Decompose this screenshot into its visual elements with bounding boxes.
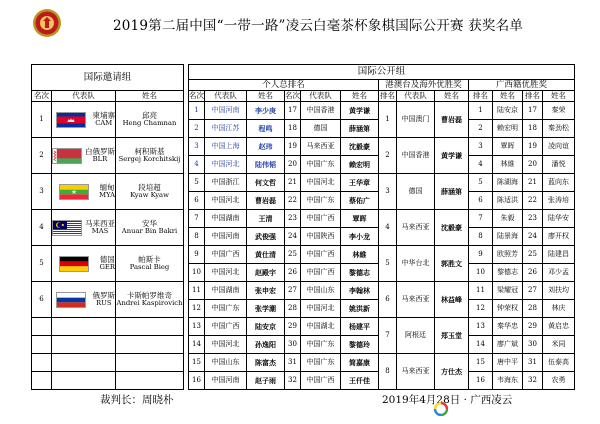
team-cell: 中国河北 [205, 264, 247, 282]
gx-name: 伍泰高 [543, 354, 575, 372]
gx-name: 米同 [543, 336, 575, 354]
individual-header: 个人总排名 [189, 80, 379, 91]
name-cell: 赵玮 [247, 138, 285, 156]
column-header: 代表队 [52, 91, 116, 102]
player-name-en: Kyaw Kyaw [130, 190, 169, 199]
column-header: 名次 [285, 91, 300, 101]
gx-name: 陆景海 [493, 228, 523, 246]
name-cell: 赵殿宇 [247, 264, 285, 282]
name-cell: 陆伟韬 [247, 156, 285, 174]
gx-name: 张涛培 [543, 192, 575, 210]
gx-rank: 23 [523, 210, 543, 228]
column-header: 排名 [469, 91, 493, 102]
name-cell: 张学潮 [247, 300, 285, 318]
gx-name: 秦劲松 [543, 120, 575, 138]
rank-cell: 5 [189, 174, 205, 192]
hk-name: 薛涵第 [435, 174, 469, 210]
hk-name: 黄学谦 [435, 138, 469, 174]
column-header: 排名 [380, 91, 395, 101]
team-cell: 中国广东 [205, 300, 247, 318]
gx-name: 廖开权 [543, 228, 575, 246]
team-cell: 中国山东 [205, 354, 247, 372]
hk-rank: 1 [379, 102, 397, 138]
empty-cell [52, 336, 116, 354]
country-name-cn: 柬埔寨 [92, 111, 115, 120]
hk-rank: 3 [379, 174, 397, 210]
results-table [31, 64, 575, 390]
myanmar-flag-icon [59, 184, 89, 200]
gx-name: 陈湖海 [493, 174, 523, 192]
gx-name: 陆华安 [543, 210, 575, 228]
column-header: 代表队 [301, 91, 341, 102]
hk-name: 郭胜文 [435, 246, 469, 282]
empty-cell [52, 318, 116, 336]
name-cell: 张申宏 [247, 282, 285, 300]
gx-name: 农勇 [543, 372, 575, 390]
name-cell: 蔡佑广 [341, 192, 379, 210]
team-cell: 中国湖南 [205, 210, 247, 228]
name-cell: 黎德玲 [341, 336, 379, 354]
player-name-cn: 帕斯卡 [138, 255, 161, 264]
table-row [32, 102, 575, 120]
page-title: 2019第二届中国“一带一路”凌云白毫茶杯象棋国际公开赛 获奖名单 [112, 18, 524, 34]
empty-cell [32, 354, 52, 372]
gx-name: 秦荣 [543, 102, 575, 120]
table-row [32, 354, 575, 372]
team-cell: 中国上海 [205, 138, 247, 156]
gx-rank: 3 [469, 138, 493, 156]
name-cell: 简嘉康 [341, 354, 379, 372]
rank-cell: 1 [189, 102, 205, 120]
player-name-cn: 段培超 [138, 183, 161, 192]
rank-cell: 25 [285, 246, 301, 264]
gx-rank: 8 [469, 228, 493, 246]
rank-cell: 18 [285, 120, 301, 138]
colorful-ring-icon [434, 402, 448, 416]
table-row [32, 372, 575, 390]
referee-signature: 裁判长：周晓朴 [100, 394, 174, 406]
team-cell: 中国江苏 [205, 120, 247, 138]
rank-cell: 16 [189, 372, 205, 390]
hk-team: 马来西亚 [397, 210, 435, 246]
team-cell: 中国广东 [301, 354, 341, 372]
gx-name: 秦华忠 [493, 318, 523, 336]
gx-name: 陆安京 [493, 102, 523, 120]
russia-flag-icon [56, 292, 86, 308]
name-cell: 王仟佳 [341, 372, 379, 390]
gx-rank: 21 [523, 174, 543, 192]
team-cell: 中国河南 [205, 372, 247, 390]
column-header: 名次 [32, 91, 52, 102]
rank-cell: 7 [189, 210, 205, 228]
rank-cell: 20 [285, 156, 301, 174]
invitational-team [52, 282, 116, 318]
gx-rank: 12 [469, 300, 493, 318]
team-cell: 中国广东 [301, 156, 341, 174]
country-name-cn: 白俄罗斯 [85, 147, 115, 156]
gx-name: 潘悦 [543, 156, 575, 174]
player-name-cn: 安华 [142, 219, 157, 228]
country-name-cn: 俄罗斯 [92, 291, 115, 300]
column-header: 姓名 [247, 91, 285, 102]
gx-rank: 28 [523, 300, 543, 318]
invitational-team [52, 174, 116, 210]
germany-flag-icon [59, 256, 89, 272]
name-cell: 曹岩磊 [247, 192, 285, 210]
table-row [32, 282, 575, 300]
gx-name: 钟荣权 [493, 300, 523, 318]
team-cell: 中国广西 [301, 246, 341, 264]
rank-cell: 2 [189, 120, 205, 138]
player-name-en: Andrei Kaspirovich [116, 298, 183, 307]
column-header: 姓名 [543, 91, 575, 102]
gx-rank: 22 [523, 192, 543, 210]
empty-cell [32, 318, 52, 336]
hk-team: 马来西亚 [397, 354, 435, 390]
rank-cell: 21 [285, 174, 301, 192]
hk-name: 方仕杰 [435, 354, 469, 390]
rank-cell: 31 [285, 354, 301, 372]
gx-name: 陆建昌 [543, 246, 575, 264]
rank-cell: 24 [285, 228, 301, 246]
gx-name: 唐中平 [493, 354, 523, 372]
name-cell: 赖宏明 [341, 156, 379, 174]
gx-rank: 6 [469, 192, 493, 210]
rank-cell: 29 [285, 318, 301, 336]
hk-team: 阿根廷 [397, 318, 435, 354]
gx-rank: 32 [523, 372, 543, 390]
hk-name: 郑玉堂 [435, 318, 469, 354]
team-cell: 中国广东 [301, 192, 341, 210]
table-row [32, 336, 575, 354]
invitational-rank: 3 [32, 174, 52, 210]
country-code: MAS [91, 226, 109, 235]
empty-cell [32, 336, 52, 354]
column-header: 姓名 [493, 91, 523, 102]
hk-team: 中华台北 [397, 246, 435, 282]
name-cell: 李小龙 [341, 228, 379, 246]
gx-rank: 11 [469, 282, 493, 300]
table-row [32, 138, 575, 156]
table-row [32, 318, 575, 336]
team-cell: 马来西亚 [301, 138, 341, 156]
team-cell: 中国广西 [301, 210, 341, 228]
rank-cell: 32 [285, 372, 301, 390]
rank-cell: 3 [189, 138, 205, 156]
rank-cell: 8 [189, 228, 205, 246]
gx-rank: 27 [523, 282, 543, 300]
gx-rank: 15 [469, 354, 493, 372]
gx-name: 黄启忠 [543, 318, 575, 336]
invitational-team [52, 246, 116, 282]
gx-rank: 4 [469, 156, 493, 174]
gx-name: 黎德志 [493, 264, 523, 282]
gx-name: 林庆 [543, 300, 575, 318]
gx-name: 欧照芳 [493, 246, 523, 264]
name-cell: 李少庚 [247, 102, 285, 120]
gx-rank: 26 [523, 264, 543, 282]
column-header: 姓名 [435, 91, 469, 102]
country-code: RUS [95, 298, 112, 307]
rank-cell: 15 [189, 354, 205, 372]
hk-name: 曹岩磊 [435, 102, 469, 138]
rank-cell: 4 [189, 156, 205, 174]
gx-name: 朱毅 [493, 210, 523, 228]
rank-cell: 12 [189, 300, 205, 318]
empty-cell [116, 318, 184, 336]
empty-cell [116, 336, 184, 354]
team-cell: 中国广西 [205, 246, 247, 264]
player-name-cn: 卡斯帕罗维奇 [127, 291, 172, 300]
name-cell: 林維 [341, 246, 379, 264]
table-row [32, 246, 575, 264]
invitational-name [116, 138, 184, 174]
player-name-en: Heng Chamnan [122, 118, 177, 127]
name-cell: 何文哲 [247, 174, 285, 192]
rank-cell: 17 [285, 102, 301, 120]
country-name-cn: 缅甸 [99, 183, 115, 192]
gx-rank: 14 [469, 336, 493, 354]
hk-rank: 7 [379, 318, 397, 354]
team-cell: 中国广东 [301, 336, 341, 354]
name-cell: 黄学谦 [341, 102, 379, 120]
name-cell: 武俊强 [247, 228, 285, 246]
gx-rank: 5 [469, 174, 493, 192]
gx-rank: 20 [523, 156, 543, 174]
invitational-name [116, 282, 184, 318]
invitational-name [116, 246, 184, 282]
empty-cell [32, 372, 52, 390]
invitational-team [52, 102, 116, 138]
gx-rank: 31 [523, 354, 543, 372]
empty-cell [116, 372, 184, 390]
gx-name: 林維 [493, 156, 523, 174]
column-header: 姓名 [116, 91, 184, 102]
team-cell: 中国浙江 [205, 174, 247, 192]
rank-cell: 6 [189, 192, 205, 210]
gx-rank: 24 [523, 228, 543, 246]
invitational-team [52, 210, 116, 246]
country-code: MYA [99, 190, 115, 199]
hk-rank: 6 [379, 282, 397, 318]
hk-rank: 8 [379, 354, 397, 390]
gx-rank: 16 [469, 372, 493, 390]
team-cell: 中国山东 [301, 282, 341, 300]
name-cell: 程鸣 [247, 120, 285, 138]
rank-cell: 28 [285, 300, 301, 318]
malaysia-flag-icon [52, 220, 82, 236]
cambodia-flag-icon [56, 112, 86, 128]
gx-rank: 13 [469, 318, 493, 336]
column-header: 代表队 [205, 91, 247, 102]
invitational-name [116, 102, 184, 138]
hk-team: 马来西亚 [397, 282, 435, 318]
event-emblem [32, 8, 62, 38]
empty-cell [116, 354, 184, 372]
gx-name: 廖广斌 [493, 336, 523, 354]
country-name-cn: 马来西亚 [85, 219, 115, 228]
gx-rank: 2 [469, 120, 493, 138]
invitational-name [116, 174, 184, 210]
table-row [32, 210, 575, 228]
column-header: 排名 [523, 91, 543, 102]
date-location: 2019年4月28日 · 广西凌云 [382, 394, 513, 406]
invitational-rank: 5 [32, 246, 52, 282]
rank-cell: 22 [285, 192, 301, 210]
hk-team: 德国 [397, 174, 435, 210]
team-cell: 中国广西 [205, 318, 247, 336]
invitational-header: 国际邀请组 [32, 65, 184, 91]
team-cell: 中国河南 [205, 102, 247, 120]
hk-overseas-header: 港澳台及海外优胜奖 [379, 80, 469, 91]
gx-name: 陈适洪 [493, 192, 523, 210]
team-cell: 中国广西 [301, 372, 341, 390]
rank-cell: 9 [189, 246, 205, 264]
hk-rank: 5 [379, 246, 397, 282]
gx-name: 韦海东 [493, 372, 523, 390]
table-row [32, 174, 575, 192]
team-cell: 中国湖南 [205, 282, 247, 300]
name-cell: 王华章 [341, 174, 379, 192]
name-cell: 陆安京 [247, 318, 285, 336]
player-name-cn: 柯积斯基 [134, 147, 165, 156]
invitational-rank: 6 [32, 282, 52, 318]
gx-name: 凌向谊 [543, 138, 575, 156]
player-name-en: Sergej Korchitskij [118, 154, 181, 163]
name-cell: 杨建平 [341, 318, 379, 336]
name-cell: 陈富杰 [247, 354, 285, 372]
column-header: 代表队 [397, 91, 435, 102]
country-code: CAM [95, 118, 113, 127]
gx-name: 赖宏明 [493, 120, 523, 138]
belarus-flag-icon [52, 148, 82, 164]
player-name-cn: 邱亮 [142, 111, 157, 120]
name-cell: 覃晖 [341, 210, 379, 228]
name-cell: 孙逸阳 [247, 336, 285, 354]
hk-team: 中国澳门 [397, 102, 435, 138]
invitational-rank: 4 [32, 210, 52, 246]
team-cell: 中国广西 [301, 264, 341, 282]
gx-rank: 18 [523, 120, 543, 138]
column-header: 名次 [189, 91, 204, 101]
empty-cell [52, 372, 116, 390]
gx-rank: 30 [523, 336, 543, 354]
rank-cell: 13 [189, 318, 205, 336]
rank-cell: 30 [285, 336, 301, 354]
name-cell: 黎德志 [341, 264, 379, 282]
open-header: 国际公开组 [189, 65, 575, 80]
gx-rank: 10 [469, 264, 493, 282]
gx-rank: 1 [469, 102, 493, 120]
rank-cell: 19 [285, 138, 301, 156]
country-name-cn: 德国 [99, 255, 115, 264]
gx-name: 邓少孟 [543, 264, 575, 282]
team-cell: 中国湖北 [301, 318, 341, 336]
hk-name: 沈毅豪 [435, 210, 469, 246]
name-cell: 李翰林 [341, 282, 379, 300]
rank-cell: 14 [189, 336, 205, 354]
name-cell: 黄仕清 [247, 246, 285, 264]
invitational-name [116, 210, 184, 246]
hk-rank: 4 [379, 210, 397, 246]
team-cell: 中国香港 [301, 102, 341, 120]
team-cell: 中国河北 [301, 300, 341, 318]
rank-cell: 11 [189, 282, 205, 300]
name-cell: 沈毅豪 [341, 138, 379, 156]
player-name-en: Pascal Bieg [129, 262, 170, 271]
rank-cell: 26 [285, 264, 301, 282]
hk-name: 林益峰 [435, 282, 469, 318]
rank-cell: 27 [285, 282, 301, 300]
guangxi-header: 广西籍优胜奖 [469, 80, 575, 91]
invitational-team [52, 138, 116, 174]
gx-rank: 9 [469, 246, 493, 264]
team-cell: 中国河北 [205, 192, 247, 210]
name-cell: 姚洪新 [341, 300, 379, 318]
team-cell: 德国 [301, 120, 341, 138]
team-cell: 中国河北 [301, 174, 341, 192]
gx-rank: 25 [523, 246, 543, 264]
gx-name: 刘扶均 [543, 282, 575, 300]
gx-name: 覃晖 [493, 138, 523, 156]
column-header: 姓名 [341, 91, 379, 102]
invitational-rank: 1 [32, 102, 52, 138]
gx-rank: 19 [523, 138, 543, 156]
gx-name: 梁耀冠 [493, 282, 523, 300]
country-code: BLR [92, 154, 108, 163]
name-cell: 赵子雨 [247, 372, 285, 390]
player-name-en: Anuar Bin Bakri [121, 226, 178, 235]
name-cell: 王清 [247, 210, 285, 228]
gx-rank: 7 [469, 210, 493, 228]
rank-cell: 10 [189, 264, 205, 282]
country-code: GER [99, 262, 115, 271]
rank-cell: 23 [285, 210, 301, 228]
hk-rank: 2 [379, 138, 397, 174]
name-cell: 薛涵第 [341, 120, 379, 138]
team-cell: 中国河北 [205, 156, 247, 174]
hk-team: 中国香港 [397, 138, 435, 174]
empty-cell [52, 354, 116, 372]
gx-rank: 17 [523, 102, 543, 120]
team-cell: 中国陕西 [301, 228, 341, 246]
team-cell: 中国河北 [205, 336, 247, 354]
team-cell: 中国河南 [205, 228, 247, 246]
invitational-rank: 2 [32, 138, 52, 174]
gx-name: 蓝向东 [543, 174, 575, 192]
gx-rank: 29 [523, 318, 543, 336]
